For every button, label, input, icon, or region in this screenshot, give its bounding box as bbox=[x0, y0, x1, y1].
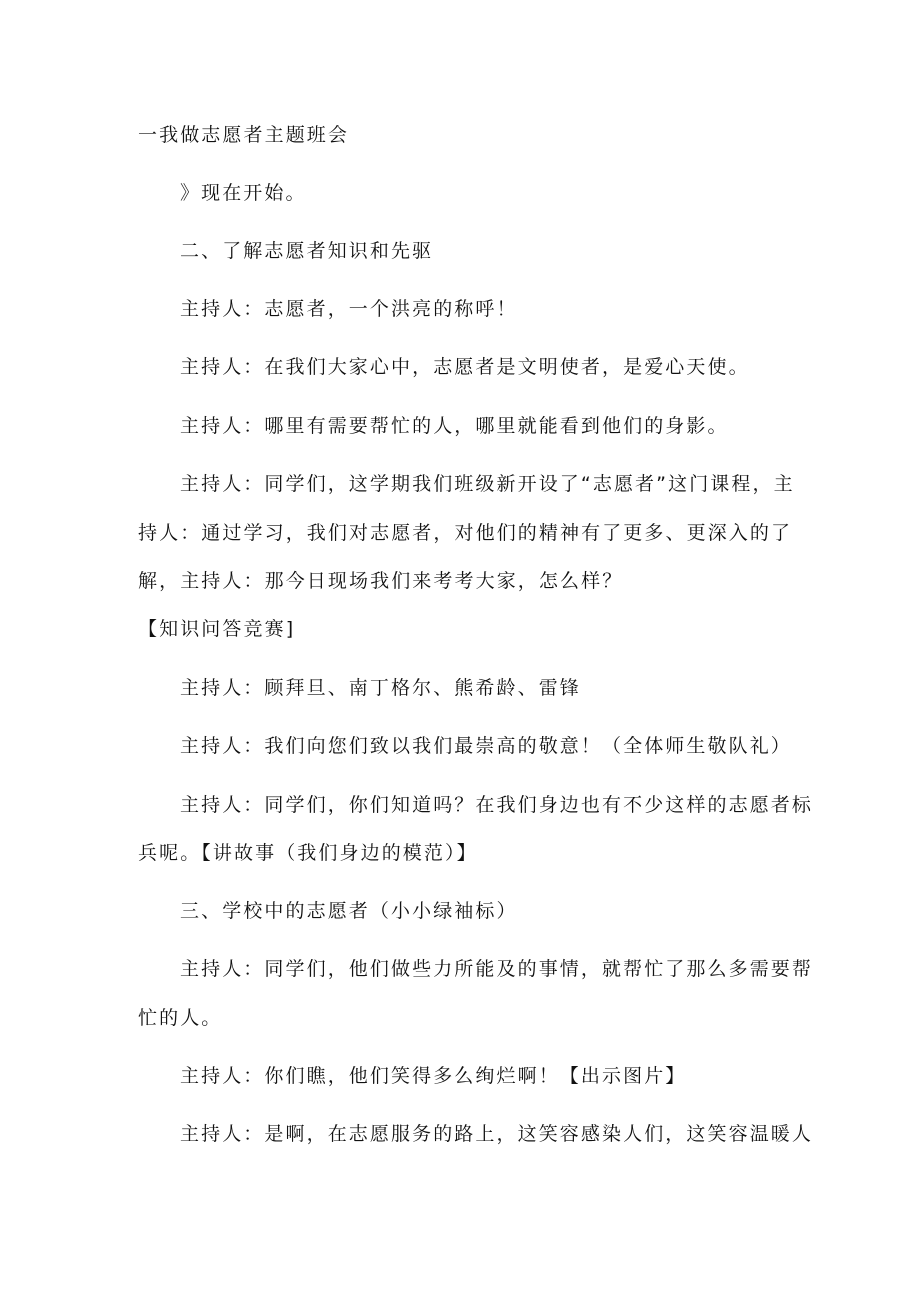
paragraph-line: 》现在开始。 bbox=[180, 182, 307, 204]
section-heading: 二、了解志愿者知识和先驱 bbox=[180, 240, 434, 262]
paragraph-line: 主持人：顾拜旦、南丁格尔、熊希龄、雷锋 bbox=[180, 677, 581, 699]
paragraph-line: 主持人：哪里有需要帮忙的人，哪里就能看到他们的身影。 bbox=[180, 415, 729, 437]
paragraph-line: 主持人：我们向您们致以我们最崇高的敬意！（全体师生敬队礼） bbox=[180, 735, 792, 757]
paragraph-line: 主持人：同学们，他们做些力所能及的事情，就帮忙了那么多需要帮 bbox=[180, 958, 814, 980]
paragraph-line: 主持人：在我们大家心中，志愿者是文明使者，是爱心天使。 bbox=[180, 356, 750, 378]
paragraph-line: 忙的人。 bbox=[138, 1007, 223, 1029]
paragraph-line: 主持人：志愿者，一个洪亮的称呼！ bbox=[180, 298, 518, 320]
section-heading: 三、学校中的志愿者（小小绿袖标） bbox=[180, 900, 518, 922]
section-heading: 【知识问答竞赛] bbox=[138, 618, 296, 640]
paragraph-line: 主持人：你们瞧，他们笑得多么绚烂啊！【出示图片】 bbox=[180, 1065, 687, 1087]
paragraph-line: 主持人：同学们，你们知道吗？在我们身边也有不少这样的志愿者标 bbox=[180, 794, 814, 816]
paragraph-line: 主持人：同学们，这学期我们班级新开设了“志愿者”这门课程，主 bbox=[180, 473, 795, 495]
paragraph-line: 兵呢。【讲故事（我们身边的模范）】 bbox=[138, 842, 478, 864]
paragraph-line: 解，主持人：那今日现场我们来考考大家，怎么样？ bbox=[138, 570, 624, 592]
paragraph-line: 主持人：是啊，在志愿服务的路上，这笑容感染人们，这笑容温暖人 bbox=[180, 1123, 814, 1145]
document-title-line: 一我做志愿者主题班会 bbox=[138, 124, 350, 146]
paragraph-line: 持人：通过学习，我们对志愿者，对他们的精神有了更多、更深入的了 bbox=[138, 522, 793, 544]
